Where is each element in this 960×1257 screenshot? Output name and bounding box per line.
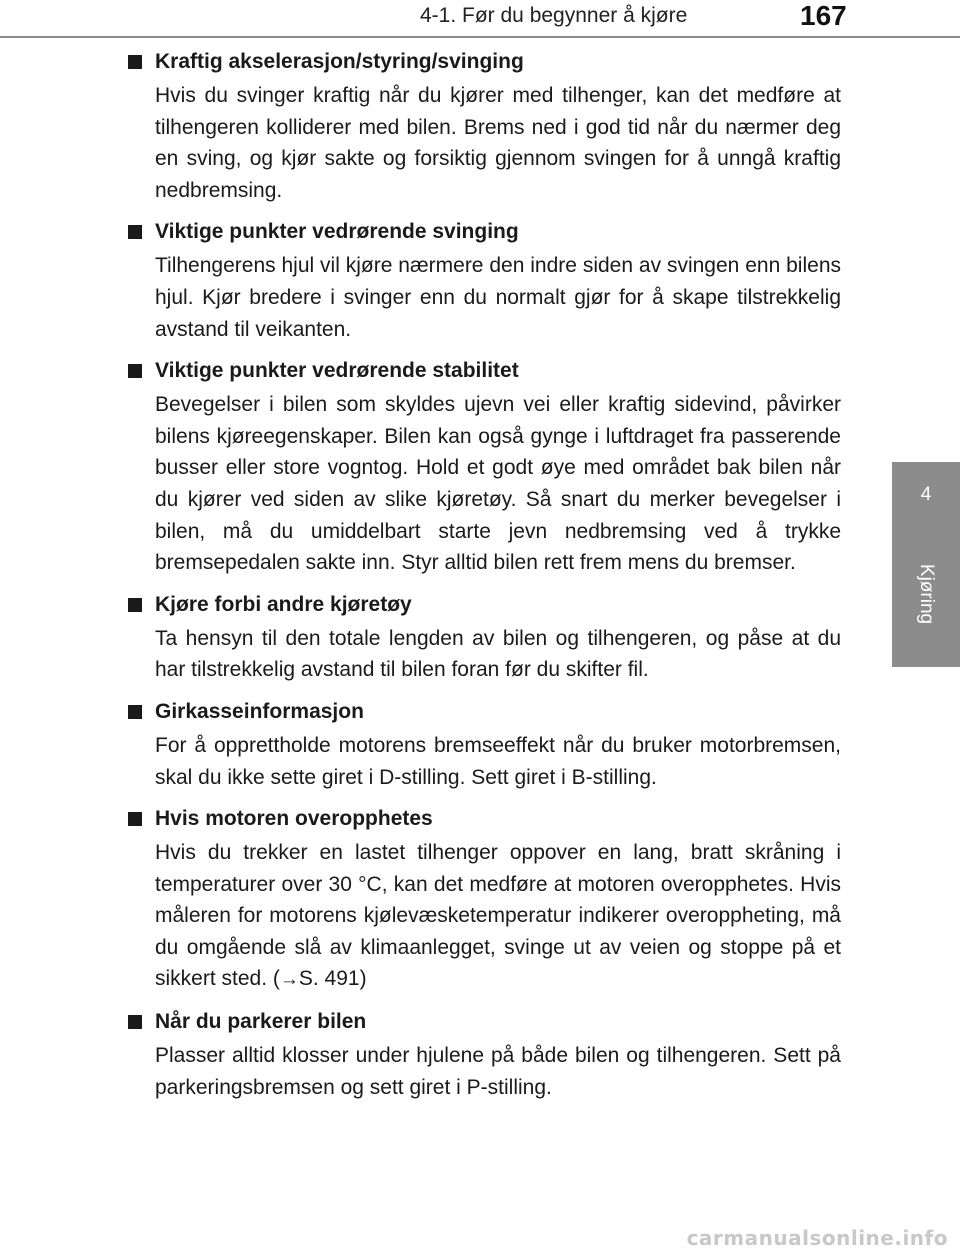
square-bullet-icon: [128, 598, 142, 612]
square-bullet-icon: [128, 705, 142, 719]
square-bullet-icon: [128, 55, 142, 69]
section-heading-text: Kraftig akselerasjon/styring/svinging: [155, 50, 524, 73]
page-reference-link[interactable]: S. 491): [298, 967, 367, 991]
section-heading: [128, 589, 841, 621]
page-number: 167: [800, 0, 847, 31]
section-body: For å opprettholde motorens bremseeffekt når du bruker motorbremsen, skal du ikke sette giret i D-stilling. Sett giret i B-stilling.: [155, 733, 841, 789]
section-heading: [128, 216, 841, 248]
section-body: Bevegelser i bilen som skyldes ujevn vei eller kraftig sidevind, påvirker bilens kjøreegenskaper. Bilen kan også gynge i luftdraget fra passerende busser eller store vogntog. Hold et godt øye med området bak bilen når du kjører ved siden av slike kjøretøy. Så snart du merker bevegelser i bilen, må du umiddelbart starte jevn nedbremsing ved å trykke bremsepedalen sakte inn. Styr alltid bilen rett frem mens du bremser.: [155, 393, 841, 575]
section-heading-text: Girkasseinformasjon: [155, 699, 364, 723]
section-body-text: Hvis du trekker en lastet tilhenger oppover en lang, bratt skråning i temperaturer over 30 °C, kan det medføre at motoren overopphetes. Hvis måleren for motorens kjølevæsketemperatur indikerer overoppheting, må du omgående slå av klimaanlegget, svinge ut av veien og stoppe på et sikkert sted. (: [155, 841, 841, 991]
section-body: Plasser alltid klosser under hjulene på både bilen og tilhengeren. Sett på parkeringsbremsen og sett giret i P-stilling.: [155, 1044, 841, 1099]
section-stability: [128, 355, 841, 579]
square-bullet-icon: [128, 812, 142, 826]
section-body: [155, 837, 841, 996]
header-divider: [0, 36, 960, 38]
section-body: Ta hensyn til den totale lengden av bilen og tilhengeren, og påse at du har tilstrekkelig avstand til bilen foran før du skifter fil.: [155, 626, 841, 682]
section-heading: [128, 696, 841, 728]
watermark: carmanualsonline.info: [686, 1226, 948, 1250]
section-parking: [128, 1006, 841, 1103]
section-heading: [128, 803, 841, 835]
section-heading-text: Viktige punkter vedrørende stabilitet: [155, 359, 519, 383]
section-heading: [128, 355, 841, 387]
section-overheating: [128, 803, 841, 996]
section-heading-text: Hvis motoren overopphetes: [155, 807, 433, 831]
section-heading-text: Viktige punkter vedrørende svinging: [155, 220, 519, 244]
section-heading-text: Kjøre forbi andre kjøretøy: [155, 592, 412, 616]
square-bullet-icon: [128, 225, 142, 239]
section-body: Hvis du svinger kraftig når du kjører med tilhenger, kan det medføre at tilhengeren kolliderer med bilen. Brems ned i god tid når du nærmer deg en sving, og kjør sakte og forsiktig gjennom svingen for å unngå kraftig nedbremsing.: [155, 84, 841, 202]
section-turning: [128, 216, 841, 345]
chapter-title: 4-1. Før du begynner å kjøre: [420, 4, 688, 27]
square-bullet-icon: [128, 364, 142, 378]
section-overtaking: [128, 589, 841, 686]
section-heading: [128, 46, 841, 78]
section-heading: [128, 1006, 841, 1038]
square-bullet-icon: [128, 1015, 142, 1029]
section-acceleration: [128, 46, 841, 206]
page-header: [0, 0, 960, 42]
side-tab-number: 4: [920, 484, 932, 505]
section-heading-text: Når du parkerer bilen: [155, 1010, 367, 1034]
chapter-side-tab: [892, 462, 960, 667]
side-tab-label: Kjøring: [916, 563, 937, 625]
section-transmission: [128, 696, 841, 793]
section-body: Tilhengerens hjul vil kjøre nærmere den indre siden av svingen enn bilens hjul. Kjør bredere i svinger enn du normalt gjør for å skape tilstrekkelig avstand til veikanten.: [155, 254, 841, 341]
arrow-right-icon: →: [279, 969, 299, 991]
main-content: [128, 46, 841, 1113]
